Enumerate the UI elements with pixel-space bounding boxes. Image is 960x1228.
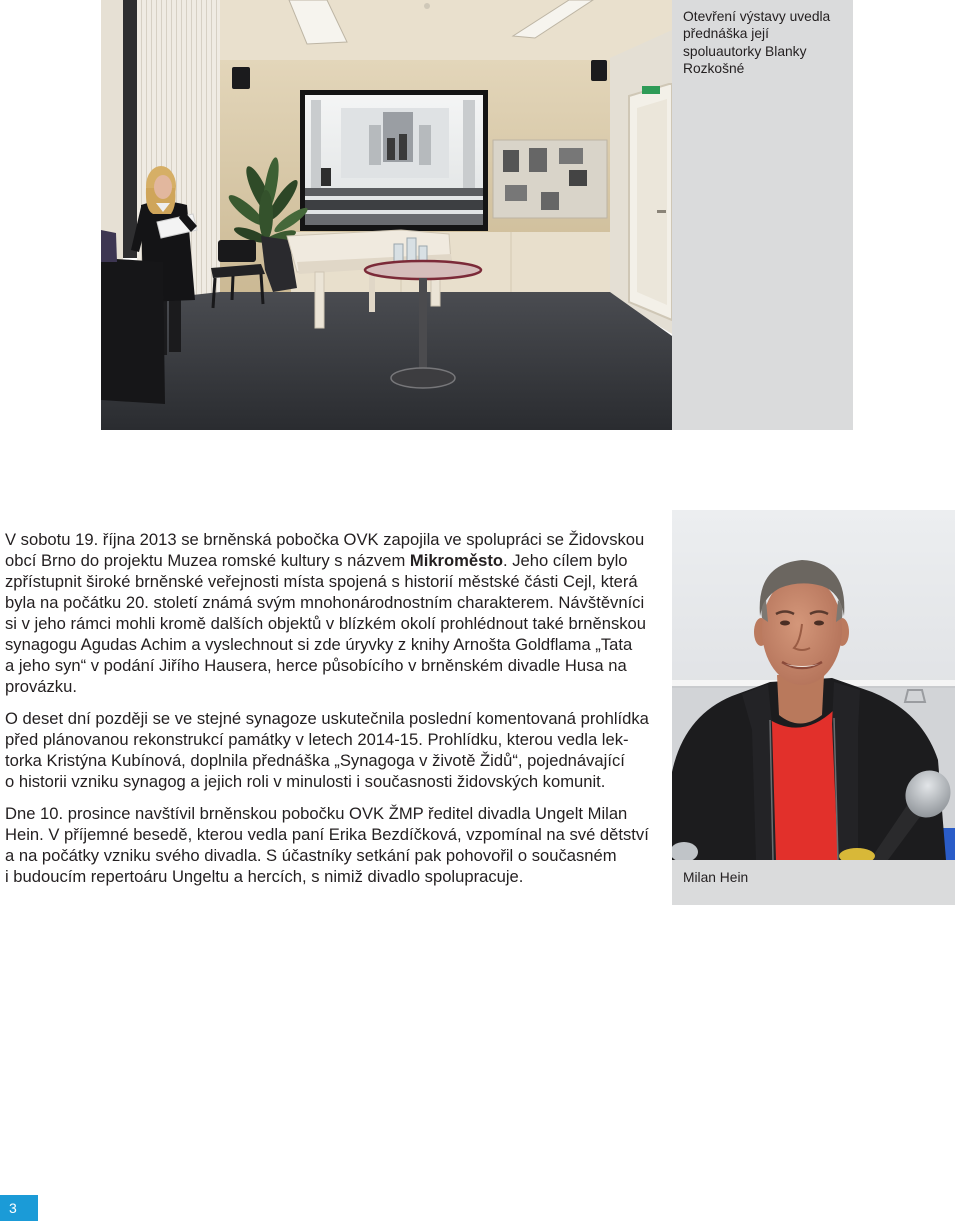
article-line [5, 550, 665, 571]
article-body [5, 529, 665, 898]
lecture-room-photo [101, 0, 672, 430]
article-line: a jeho syn“ v podání Jiřího Hausera, herce působícího v brněnském divadle Husa na [5, 656, 627, 675]
article-line: provázku. [5, 677, 77, 696]
article-line: zpřístupnit široké brněnské veřejnosti místa spojená s historií městské části Cejl, která [5, 572, 638, 591]
right-wall-door [610, 30, 672, 334]
article-paragraph-3 [5, 803, 665, 887]
top-photo-caption [683, 8, 830, 77]
article-line: synagogu Agudas Achim a vyslechnout si zde úryvky z knihy Arnošta Goldflama „Tata [5, 635, 633, 654]
page-number: 3 [0, 1195, 38, 1221]
caption-line: přednáška její [683, 26, 769, 42]
line-text: . Jeho cílem bylo [503, 551, 628, 570]
project-name-bold: Mikroměsto [409, 551, 504, 570]
article-line: torka Kristýna Kubínová, doplnila přednáška „Synagoga v životě Židů“, pojednávající [5, 751, 625, 770]
article-line: a na počátky vzniku svého divadla. S účastníky setkání pak pohovořil o současném [5, 846, 617, 865]
exit-sign [642, 86, 660, 94]
caption-line: Otevření výstavy uvedla [683, 9, 831, 24]
article-line: o historii vzniku synagog a jejich roli v minulosti i současnosti židovských komunit. [5, 772, 606, 791]
article-line: Hein. V příjemné besedě, kterou vedla paní Erika Bezdíčková, vzpomínal na své dětství [5, 825, 649, 844]
laptop [101, 230, 117, 262]
article-line: Dne 10. prosince navštívil brněnskou pobočku OVK ŽMP ředitel divadla Ungelt Milan [5, 804, 628, 823]
carpet-floor [101, 292, 672, 430]
article-line: si v jeho rámci mohli kromě dalších objektů v blízkém okolí prohlédnout také brněnskou [5, 614, 647, 633]
article-paragraph-1 [5, 529, 665, 697]
caption-line: spoluautorky Blanky [683, 43, 807, 59]
article-line: před plánovanou rekonstrukcí památky v letech 2014-15. Prohlídku, kterou vedla lek- [5, 730, 629, 749]
top-photo-caption-box [672, 0, 853, 430]
line-text: obcí Brno do projektu Muzea romské kultury s názvem [5, 551, 410, 570]
projection-screen [300, 90, 488, 231]
article-paragraph-2 [5, 708, 665, 792]
red-shirt [764, 710, 840, 860]
bulletin-board [493, 140, 607, 218]
article-line: byla na počátku 20. století známá svým mnohonárodnostním charakterem. Návštěvníci [5, 593, 645, 612]
portrait-photo [672, 510, 955, 860]
article-line: V sobotu 19. října 2013 se brněnská pobočka OVK zapojila ve spolupráci se Židovskou [5, 530, 645, 549]
article-line: i budoucím repertoáru Ungeltu a hercích, s nimiž divadlo spolupracuje. [5, 867, 524, 886]
caption-line: Rozkošné [683, 60, 745, 76]
portrait-caption: Milan Hein [683, 870, 749, 885]
portrait-caption-box [672, 510, 955, 905]
article-line: O deset dní později se ve stejné synagoze uskutečnila poslední komentovaná prohlídka [5, 709, 649, 728]
